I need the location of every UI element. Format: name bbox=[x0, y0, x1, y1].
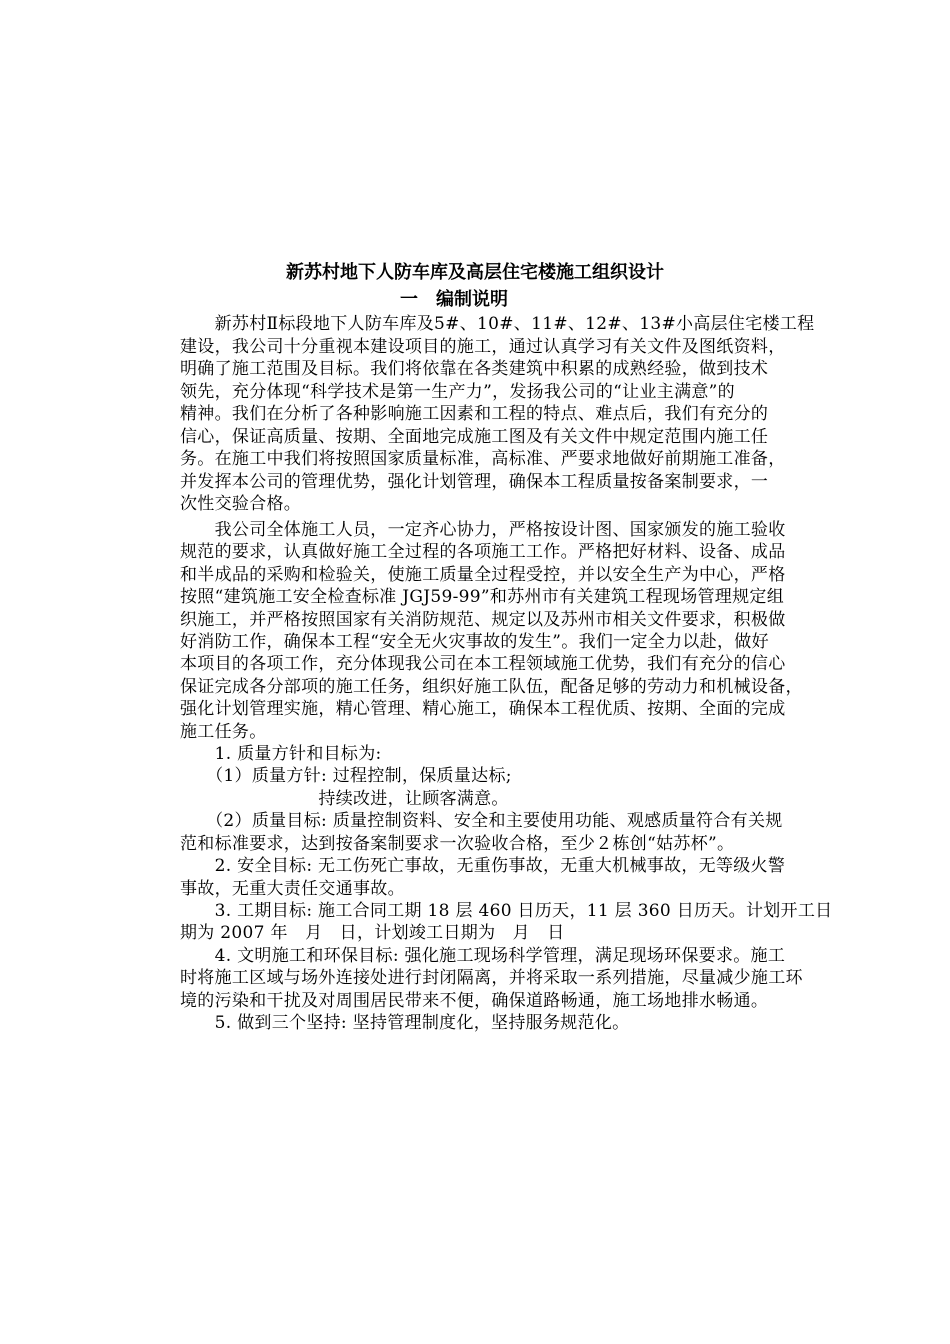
text-line: 领先，充分体现“科学技术是第一生产力”，发扬我公司的“让业主满意”的 bbox=[180, 381, 735, 402]
text-line: 施工任务。 bbox=[180, 721, 267, 742]
body-text bbox=[180, 519, 860, 1034]
text-line: 本项目的各项工作，充分体现我公司在本工程领域施工优势，我们有充分的信心 bbox=[180, 654, 786, 675]
text-line: 信心，保证高质量、按期、全面地完成施工图及有关文件中规定范围内施工任 bbox=[180, 426, 769, 447]
text-line: 并发挥本公司的管理优势，强化计划管理，确保本工程质量按备案制要求，一 bbox=[180, 471, 769, 492]
text-line: 境的污染和干扰及对周围居民带来不便，确保道路畅通，施工场地排水畅通。 bbox=[180, 990, 769, 1011]
text-line: 规范的要求，认真做好施工全过程的各项施工工作。严格把好材料、设备、成品 bbox=[180, 542, 786, 563]
text-line: 事故，无重大责任交通事故。 bbox=[180, 878, 405, 899]
text-line: 保证完成各分部项的施工任务，组织好施工队伍，配备足够的劳动力和机械设备， bbox=[180, 676, 803, 697]
text-line: 按照“建筑施工安全检查标准 JGJ59-99”和苏州市有关建筑工程现场管理规定组 bbox=[180, 587, 785, 608]
text-line: 建设，我公司十分重视本建设项目的施工，通过认真学习有关文件及图纸资料， bbox=[180, 336, 786, 357]
text-line: 范和标准要求，达到按备案制要求一次验收合格，至少２栋创“姑苏杯”。 bbox=[180, 833, 735, 854]
text-line: 期为 2007 年 月 日，计划竣工日期为 月 日 bbox=[180, 923, 565, 944]
text-line: 3. 工期目标: 施工合同工期 18 层 460 日历天，11 层 360 日历天。计划开工日 bbox=[180, 900, 833, 921]
text-line: 新苏村Ⅱ标段地下人防车库及5#、10#、11#、12#、13#小高层住宅楼工程 bbox=[180, 314, 815, 334]
text-line: 明确了施工范围及目标。我们将依靠在各类建筑中积累的成熟经验，做到技术 bbox=[180, 359, 769, 379]
text-line: 时将施工区域与场外连接处进行封闭隔离，并将采取一系列措施，尽量减少施工环 bbox=[180, 968, 803, 989]
text-line: 好消防工作，确保本工程“安全无火灾事故的发生”。我们一定全力以赴，做好 bbox=[180, 632, 769, 653]
intro-paragraph bbox=[180, 313, 860, 516]
text-line: 精神。我们在分析了各种影响施工因素和工程的特点、难点后，我们有充分的 bbox=[180, 404, 769, 424]
text-line: 织施工，并严格按照国家有关消防规范、规定以及苏州市相关文件要求，积极做 bbox=[180, 609, 786, 630]
text-line: 2. 安全目标: 无工伤死亡事故，无重伤事故，无重大机械事故，无等级火警 bbox=[180, 856, 786, 877]
text-line: （2）质量目标: 质量控制资料、安全和主要使用功能、观感质量符合有关规 bbox=[180, 811, 783, 832]
text-line: （1）质量方针: 过程控制，保质量达标; bbox=[180, 766, 512, 787]
text-line: 次性交验合格。 bbox=[180, 494, 302, 514]
text-line: 强化计划管理实施，精心管理、精心施工，确保本工程优质、按期、全面的完成 bbox=[180, 699, 786, 720]
text-line: 1. 质量方针和目标为: bbox=[180, 744, 382, 765]
text-line: 和半成品的采购和检验关，使施工质量全过程受控，并以安全生产为中心，严格 bbox=[180, 564, 786, 585]
document-title: 新苏村地下人防车库及高层住宅楼施工组织设计 bbox=[286, 262, 664, 283]
section-heading: 一 编制说明 bbox=[400, 289, 508, 310]
text-line: 务。在施工中我们将按照国家质量标准，高标准、严要求地做好前期施工准备， bbox=[180, 449, 786, 469]
text-line: 我公司全体施工人员，一定齐心协力，严格按设计图、国家颁发的施工验收 bbox=[180, 520, 786, 540]
text-line: 5. 做到三个坚持: 坚持管理制度化，坚持服务规范化。 bbox=[180, 1012, 630, 1033]
text-line: 4. 文明施工和环保目标: 强化施工现场科学管理，满足现场环保要求。施工 bbox=[180, 945, 786, 966]
text-line: 持续改进，让顾客满意。 bbox=[180, 788, 509, 809]
